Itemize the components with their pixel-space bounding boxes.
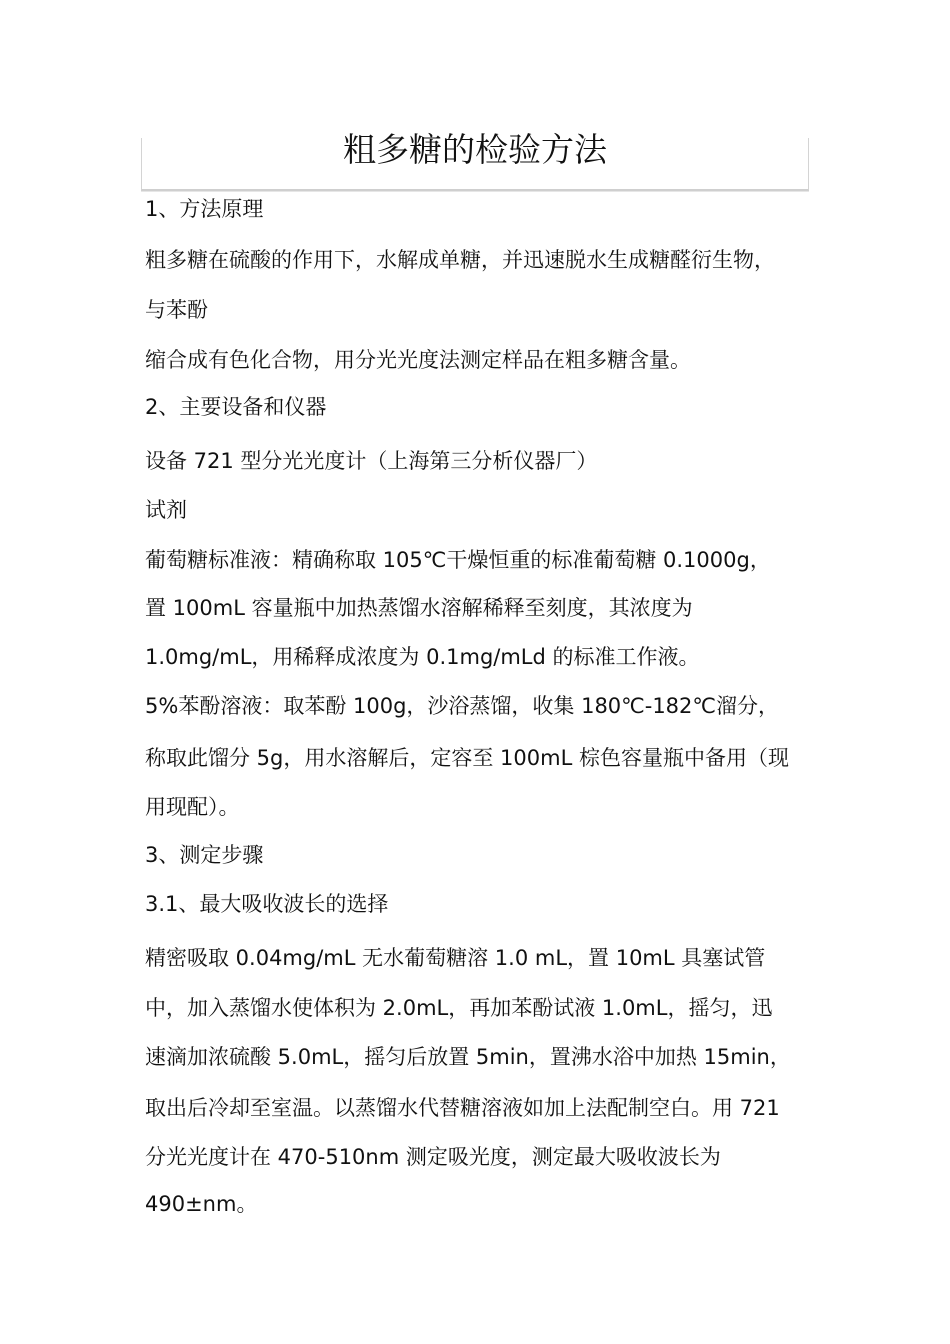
paragraph-line: 分光光度计在 470-510nm 测定吸光度，测定最大吸收波长为 — [145, 1145, 721, 1169]
paragraph-line: 5%苯酚溶液：取苯酚 100g，沙浴蒸馏，收集 180℃-182℃溜分， — [145, 694, 779, 718]
paragraph-line: 精密吸取 0.04mg/mL 无水葡萄糖溶 1.0 mL，置 10mL 具塞试管 — [145, 946, 766, 970]
paragraph-line: 与苯酚 — [145, 298, 208, 322]
section-heading-procedure: 3、测定步骤 — [145, 843, 264, 867]
paragraph-line: 缩合成有色化合物，用分光光度法测定样品在粗多糖含量。 — [145, 348, 691, 372]
paragraph-line: 速滴加浓硫酸 5.0mL，摇匀后放置 5min，置沸水浴中加热 15min， — [145, 1045, 791, 1069]
document-title: 粗多糖的检验方法 — [343, 130, 607, 169]
paragraph-line: 中，加入蒸馏水使体积为 2.0mL，再加苯酚试液 1.0mL，摇匀，迅 — [145, 996, 773, 1020]
paragraph-line: 粗多糖在硫酸的作用下，水解成单糖，并迅速脱水生成糖醛衍生物， — [145, 248, 775, 272]
paragraph-line: 设备 721 型分光光度计（上海第三分析仪器厂） — [145, 449, 598, 473]
paragraph-line: 1.0mg/mL，用稀释成浓度为 0.1mg/mLd 的标准工作液。 — [145, 645, 700, 669]
subsection-heading: 3.1、最大吸收波长的选择 — [145, 892, 389, 916]
paragraph-line: 490±nm。 — [145, 1192, 258, 1216]
paragraph-line: 称取此馏分 5g，用水溶解后，定容至 100mL 棕色容量瓶中备用（现 — [145, 746, 789, 770]
paragraph-line: 用现配）。 — [145, 795, 240, 819]
section-heading-equipment: 2、主要设备和仪器 — [145, 395, 327, 419]
paragraph-line: 取出后冷却至室温。以蒸馏水代替糖溶液如加上法配制空白。用 721 — [145, 1096, 780, 1120]
paragraph-line: 置 100mL 容量瓶中加热蒸馏水溶解稀释至刻度，其浓度为 — [145, 596, 693, 620]
paragraph-line: 试剂 — [145, 498, 187, 522]
paragraph-line: 葡萄糖标准液：精确称取 105℃干燥恒重的标准葡萄糖 0.1000g， — [145, 548, 771, 572]
section-heading-principle: 1、方法原理 — [145, 197, 264, 221]
